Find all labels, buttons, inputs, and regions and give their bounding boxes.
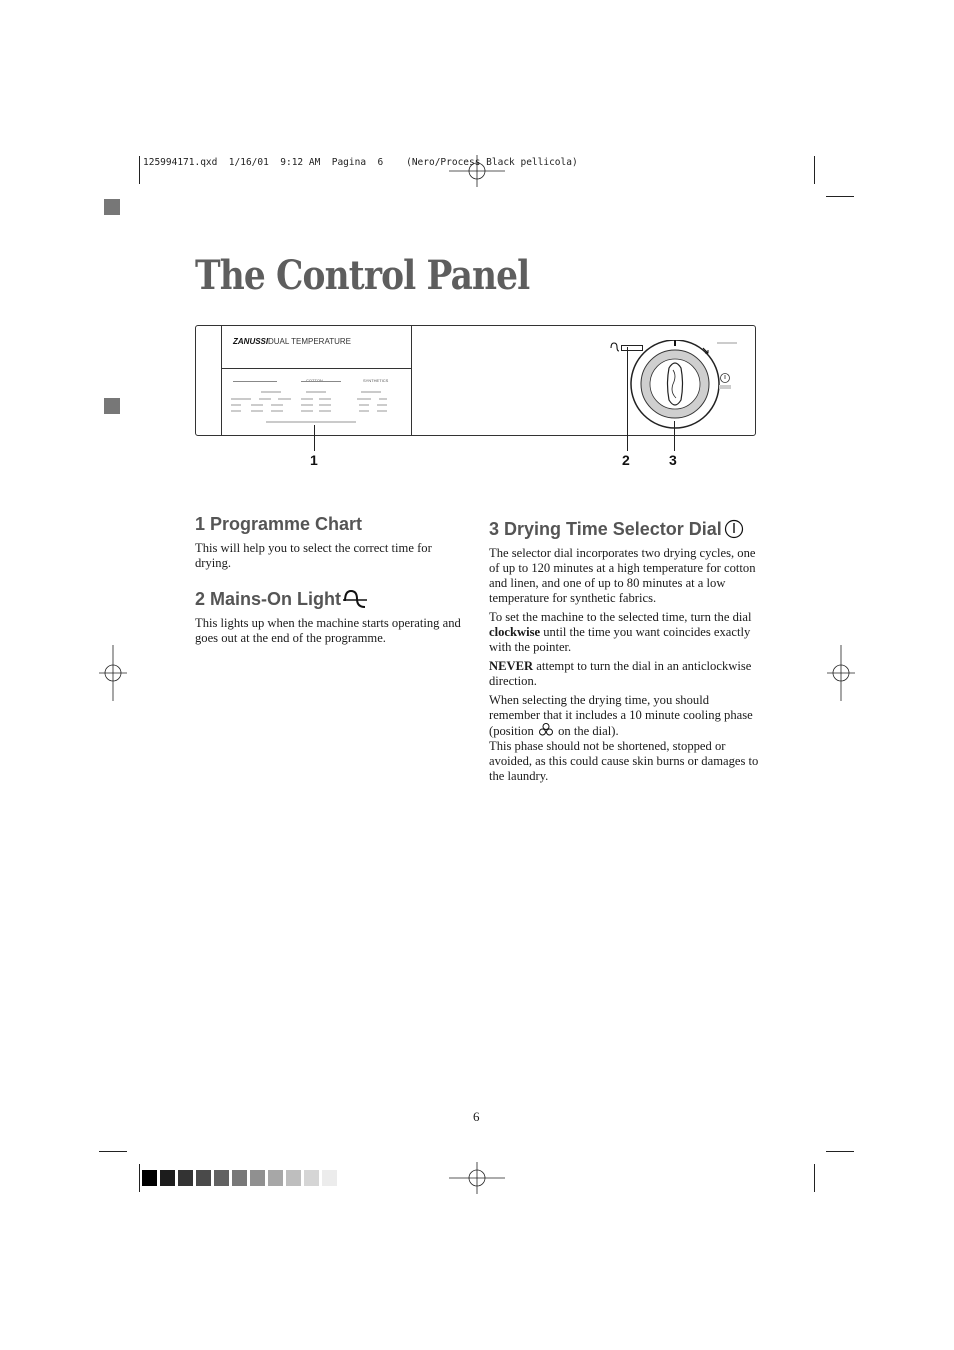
color-swatch	[160, 1170, 175, 1186]
registration-mark-icon	[449, 1162, 505, 1194]
registration-mark-icon	[99, 645, 127, 701]
color-swatch	[304, 1170, 319, 1186]
programme-chart-heading: 1 Programme Chart	[195, 514, 363, 534]
callout-line-2	[627, 347, 628, 451]
color-swatch	[214, 1170, 229, 1186]
margin-square	[104, 398, 120, 414]
programme-chart-paragraph: This will help you to select the correct time for drying.	[195, 541, 432, 570]
small-logo-mark	[717, 342, 737, 344]
bold-run: NEVER	[489, 659, 534, 673]
timer-icon	[719, 372, 731, 384]
color-swatch	[322, 1170, 337, 1186]
page-title: The Control Panel	[195, 252, 530, 299]
registration-mark-icon	[827, 645, 855, 701]
brand-logo: ZANUSSI	[233, 337, 269, 346]
programme-chart-text	[195, 541, 465, 575]
callout-2: 2	[622, 452, 630, 468]
crop-mark	[814, 1164, 815, 1192]
drying-time-heading-row	[489, 519, 769, 543]
color-swatch	[196, 1170, 211, 1186]
callout-line-3	[674, 421, 675, 451]
mains-on-icon	[610, 342, 620, 352]
mains-on-heading: 2 Mains-On Light	[195, 589, 341, 609]
control-panel-illustration	[195, 325, 756, 436]
chart-arrow	[233, 381, 277, 382]
page-number: 6	[473, 1109, 480, 1124]
model-label: DUAL TEMPERATURE	[268, 337, 351, 346]
drying-time-paragraph-4	[489, 693, 759, 739]
crop-mark	[826, 1151, 854, 1152]
drying-time-text	[489, 546, 759, 788]
callout-1: 1	[310, 452, 318, 468]
text-run: When selecting the drying time, you should remember that it includes a 10 minute cooling phase (position	[489, 693, 753, 738]
text-run: until the time you want coincides exactly with the pointer.	[489, 625, 751, 654]
registration-mark-icon	[449, 155, 505, 187]
crop-mark	[139, 1164, 140, 1192]
mains-on-heading-row	[195, 589, 465, 613]
callout-3: 3	[669, 452, 677, 468]
callout-line-1	[314, 425, 315, 451]
color-swatch	[178, 1170, 193, 1186]
print-slug: 125994171.qxd 1/16/01 9:12 AM Pagina 6 (Nero/Process Black pellicola)	[143, 157, 578, 168]
mains-on-icon	[343, 589, 367, 609]
panel-label-box	[221, 326, 412, 369]
crop-mark	[826, 196, 854, 197]
drying-time-heading: 3 Drying Time Selector Dial	[489, 519, 722, 539]
mains-on-paragraph: This lights up when the machine starts operating and goes out at the end of the programme.	[195, 616, 461, 645]
drying-time-paragraph-3	[489, 659, 759, 689]
color-swatch	[250, 1170, 265, 1186]
text-run: on the dial).	[554, 724, 619, 738]
color-swatch	[268, 1170, 283, 1186]
cooling-fan-icon	[539, 723, 553, 736]
drying-time-paragraph-5: This phase should not be shortened, stopped or avoided, as this could cause skin burns or damages to the laundry.	[489, 739, 759, 783]
text-run: attempt to turn the dial in an anticlockwise direction.	[489, 659, 752, 688]
mains-on-text	[195, 616, 465, 650]
crop-mark	[99, 1151, 127, 1152]
color-swatch	[232, 1170, 247, 1186]
timer-icon	[724, 519, 744, 539]
programme-chart-grid	[231, 388, 401, 428]
color-swatch	[142, 1170, 157, 1186]
text-run: To set the machine to the selected time, turn the dial	[489, 610, 752, 624]
chart-arrow	[301, 381, 341, 382]
drying-time-dial[interactable]	[626, 340, 726, 435]
bold-run: clockwise	[489, 625, 541, 639]
timer-caption-mark	[719, 385, 731, 389]
drying-time-paragraph-2	[489, 610, 759, 655]
crop-mark	[139, 156, 140, 184]
chart-synthetics-label: SYNTHETICS	[363, 378, 389, 383]
drying-time-paragraph-1: The selector dial incorporates two drying cycles, one of up to 120 minutes at a high temperature for cotton and linen, and one of up to 80 minutes at a low temperature for synthetic fabrics.	[489, 546, 756, 605]
color-swatch	[286, 1170, 301, 1186]
crop-mark	[814, 156, 815, 184]
margin-square	[104, 199, 120, 215]
